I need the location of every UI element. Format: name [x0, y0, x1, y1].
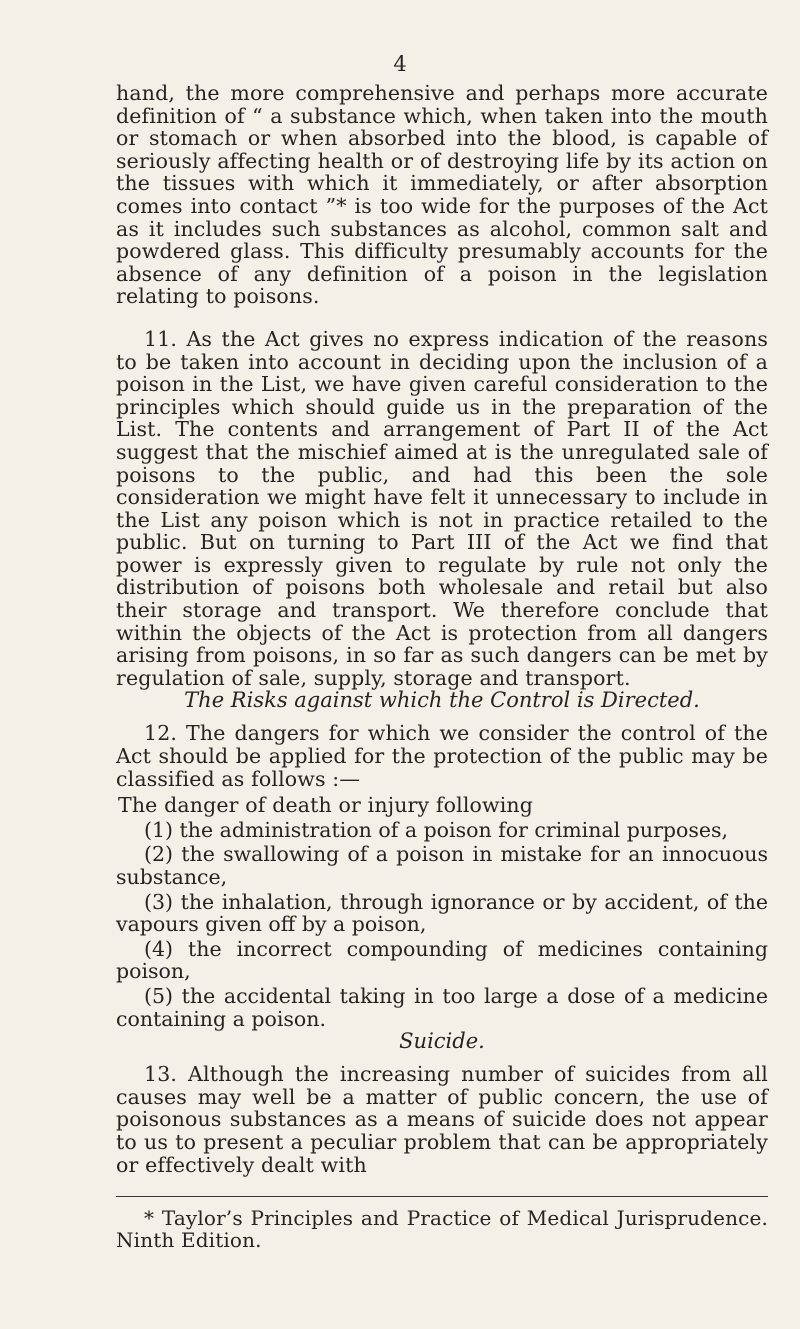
danger-list [116, 819, 768, 1030]
paragraph-11: 11. As the Act gives no express indication of the reasons to be taken into account in deciding upon the inclusion of a poison in the List, we have given careful consideration to the principles which should guide us in the preparation of the List. The contents and arrangement of Part II of the Act suggest that the mischief aimed at is the unregulated sale of poisons to the public, and had this been the sole consideration we might have felt it unnecessary to include in the List any poison which is not in practice retailed to the public. But on turning to Part III of the Act we find that power is expressly given to regulate by rule not only the distribution of poisons both wholesale and retail but also their storage and transport. We therefore conclude that within the objects of the Act is protection from all dangers arising from poisons, in so far as such dangers can be met by regulation of sale, supply, storage and transport. [116, 326, 768, 690]
list-item: (1) the administration of a poison for criminal purposes, [144, 817, 729, 842]
page-number: 4 [393, 52, 407, 76]
section-heading-suicide: Suicide. [399, 1029, 485, 1054]
danger-lead-in: The danger of death or injury following [118, 793, 534, 818]
body-text [116, 82, 768, 1251]
footnote [116, 1207, 768, 1251]
paragraph-12: 12. The dangers for which we consider the control of the Act should be applied for the protection of the public may be classified as follows :— [116, 721, 768, 791]
paragraph-13: 13. Although the increasing number of suicides from all causes may well be a matter of public concern, the use of poisonous substances as a means of suicide does not appear to us to present a peculiar problem that can be appropriately or effectively dealt with [116, 1062, 768, 1177]
paragraph-10-continued: hand, the more comprehensive and perhaps more accurate definition of “ a substance which, when taken into the mouth or stomach or when absorbed into the blood, is capable of seriously affecting health or of destroying life by its action on the tissues with which it immediately, or after absorption comes into contact ”* is too wide for the purposes of the Act as it includes such substances as alcohol, common salt and powdered glass. This difficulty presumably accounts for the absence of any definition of a poison in the legislation relating to poisons. [116, 81, 768, 309]
list-item: (3) the inhalation, through ignorance or by accident, of the vapours given off by a poison, [116, 889, 768, 937]
footnote-text: * Taylor’s Principles and Practice of Medical Jurisprudence. Ninth Edition. [116, 1206, 768, 1253]
list-item: (2) the swallowing of a poison in mistake for an innocuous substance, [116, 842, 768, 889]
list-item: (5) the accidental taking in too large a dose of a medicine containing a poison. [116, 983, 768, 1031]
section-heading-risks: The Risks against which the Control is Directed. [184, 688, 700, 713]
footnote-divider [116, 1196, 768, 1197]
list-item: (4) the incorrect compounding of medicines containing poison, [116, 936, 768, 984]
